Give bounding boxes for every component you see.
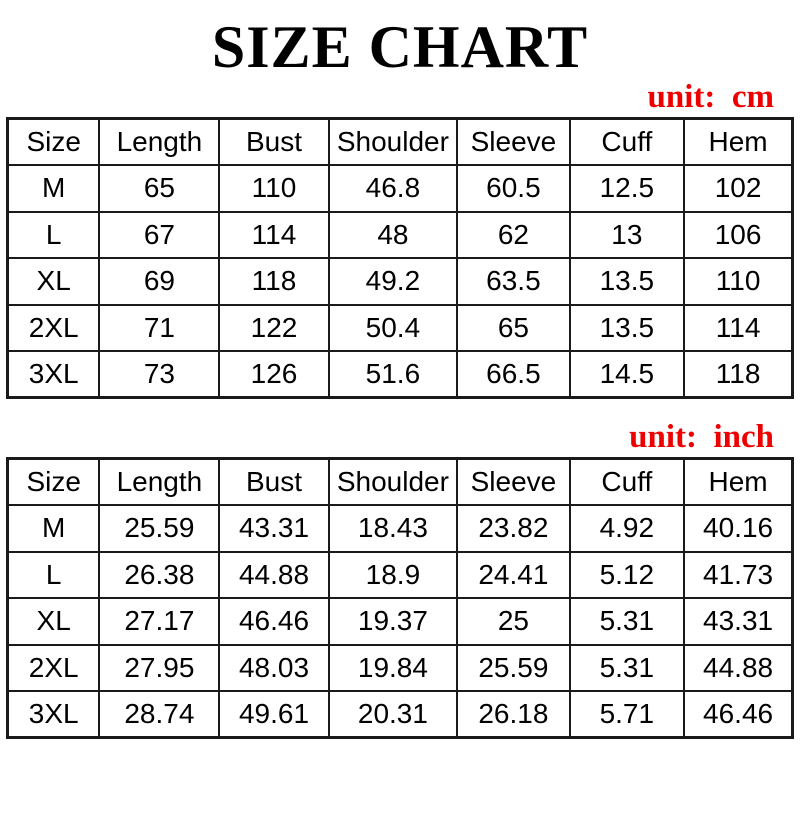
value-cell-sleeve: 66.5 — [457, 351, 569, 398]
column-header-length: Length — [99, 459, 219, 506]
value-cell-shoulder: 50.4 — [329, 305, 458, 352]
unit-label-cm: unit: cm — [647, 79, 774, 115]
value-cell-shoulder: 18.9 — [329, 552, 458, 599]
column-header-shoulder: Shoulder — [329, 459, 458, 506]
value-cell-sleeve: 23.82 — [457, 505, 569, 552]
value-cell-sleeve: 25.59 — [457, 645, 569, 692]
size-cell: 2XL — [8, 645, 100, 692]
value-cell-cuff: 5.12 — [570, 552, 685, 599]
value-cell-cuff: 13 — [570, 212, 685, 259]
value-cell-cuff: 5.31 — [570, 598, 685, 645]
unit-label-inch: unit: inch — [629, 419, 774, 455]
size-cell: 3XL — [8, 691, 100, 738]
value-cell-hem: 44.88 — [684, 645, 792, 692]
value-cell-cuff: 14.5 — [570, 351, 685, 398]
column-header-cuff: Cuff — [570, 459, 685, 506]
value-cell-shoulder: 19.84 — [329, 645, 458, 692]
size-cell: L — [8, 212, 100, 259]
header-row — [8, 459, 793, 506]
size-cell: XL — [8, 258, 100, 305]
table-row-3xl — [8, 351, 793, 398]
size-cell: M — [8, 165, 100, 212]
value-cell-length: 27.17 — [99, 598, 219, 645]
value-cell-shoulder: 51.6 — [329, 351, 458, 398]
value-cell-shoulder: 46.8 — [329, 165, 458, 212]
value-cell-hem: 102 — [684, 165, 792, 212]
value-cell-shoulder: 48 — [329, 212, 458, 259]
value-cell-bust: 122 — [219, 305, 328, 352]
value-cell-bust: 110 — [219, 165, 328, 212]
value-cell-sleeve: 24.41 — [457, 552, 569, 599]
value-cell-hem: 114 — [684, 305, 792, 352]
column-header-length: Length — [99, 119, 219, 166]
size-cell: 2XL — [8, 305, 100, 352]
column-header-cuff: Cuff — [570, 119, 685, 166]
value-cell-length: 25.59 — [99, 505, 219, 552]
value-cell-hem: 106 — [684, 212, 792, 259]
value-cell-length: 26.38 — [99, 552, 219, 599]
value-cell-bust: 46.46 — [219, 598, 328, 645]
value-cell-sleeve: 26.18 — [457, 691, 569, 738]
value-cell-length: 69 — [99, 258, 219, 305]
size-cell: M — [8, 505, 100, 552]
value-cell-cuff: 13.5 — [570, 258, 685, 305]
value-cell-bust: 114 — [219, 212, 328, 259]
value-cell-sleeve: 25 — [457, 598, 569, 645]
value-cell-cuff: 5.71 — [570, 691, 685, 738]
table-row-2xl — [8, 305, 793, 352]
size-cell: 3XL — [8, 351, 100, 398]
table-row-xl — [8, 598, 793, 645]
value-cell-bust: 118 — [219, 258, 328, 305]
value-cell-bust: 49.61 — [219, 691, 328, 738]
size-cell: L — [8, 552, 100, 599]
value-cell-sleeve: 63.5 — [457, 258, 569, 305]
size-chart-table-cm — [6, 117, 794, 399]
page-title: SIZE CHART — [211, 14, 589, 80]
table-row-m — [8, 165, 793, 212]
column-header-size: Size — [8, 119, 100, 166]
value-cell-shoulder: 18.43 — [329, 505, 458, 552]
value-cell-length: 65 — [99, 165, 219, 212]
value-cell-cuff: 5.31 — [570, 645, 685, 692]
column-header-shoulder: Shoulder — [329, 119, 458, 166]
column-header-size: Size — [8, 459, 100, 506]
value-cell-length: 67 — [99, 212, 219, 259]
value-cell-cuff: 13.5 — [570, 305, 685, 352]
value-cell-bust: 43.31 — [219, 505, 328, 552]
column-header-sleeve: Sleeve — [457, 459, 569, 506]
value-cell-shoulder: 49.2 — [329, 258, 458, 305]
value-cell-sleeve: 60.5 — [457, 165, 569, 212]
size-chart-table-inch — [6, 457, 794, 739]
table-row-xl — [8, 258, 793, 305]
value-cell-hem: 110 — [684, 258, 792, 305]
table-row-2xl — [8, 645, 793, 692]
column-header-bust: Bust — [219, 119, 328, 166]
value-cell-hem: 43.31 — [684, 598, 792, 645]
table-row-3xl — [8, 691, 793, 738]
value-cell-length: 27.95 — [99, 645, 219, 692]
table-row-l — [8, 552, 793, 599]
value-cell-bust: 48.03 — [219, 645, 328, 692]
column-header-hem: Hem — [684, 119, 792, 166]
value-cell-sleeve: 65 — [457, 305, 569, 352]
header-row — [8, 119, 793, 166]
value-cell-hem: 46.46 — [684, 691, 792, 738]
value-cell-cuff: 12.5 — [570, 165, 685, 212]
value-cell-length: 28.74 — [99, 691, 219, 738]
value-cell-shoulder: 19.37 — [329, 598, 458, 645]
value-cell-hem: 41.73 — [684, 552, 792, 599]
column-header-bust: Bust — [219, 459, 328, 506]
value-cell-length: 73 — [99, 351, 219, 398]
value-cell-cuff: 4.92 — [570, 505, 685, 552]
table-row-l — [8, 212, 793, 259]
value-cell-bust: 44.88 — [219, 552, 328, 599]
size-cell: XL — [8, 598, 100, 645]
value-cell-hem: 118 — [684, 351, 792, 398]
value-cell-length: 71 — [99, 305, 219, 352]
value-cell-bust: 126 — [219, 351, 328, 398]
value-cell-shoulder: 20.31 — [329, 691, 458, 738]
value-cell-sleeve: 62 — [457, 212, 569, 259]
column-header-hem: Hem — [684, 459, 792, 506]
value-cell-hem: 40.16 — [684, 505, 792, 552]
column-header-sleeve: Sleeve — [457, 119, 569, 166]
table-row-m — [8, 505, 793, 552]
